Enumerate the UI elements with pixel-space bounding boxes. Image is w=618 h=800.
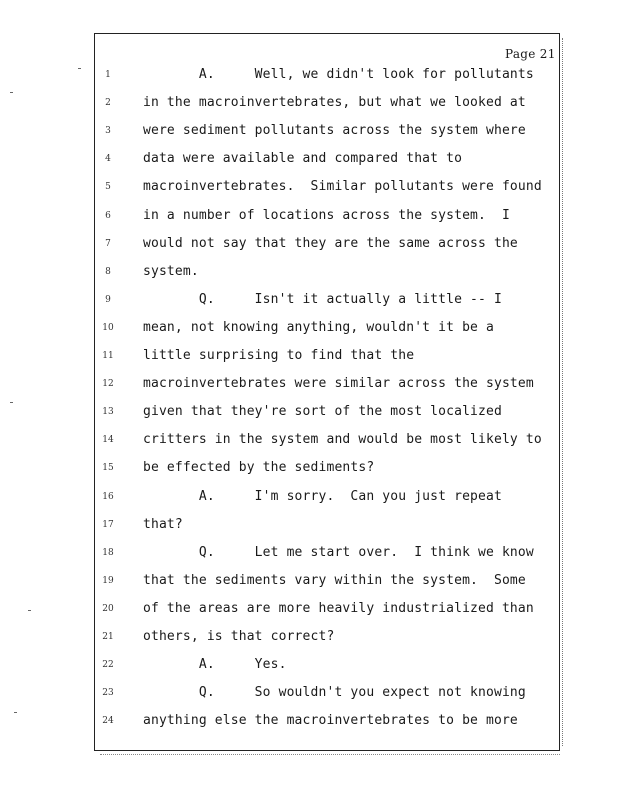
line-number: 18	[102, 548, 114, 558]
transcript-line: given that they're sort of the most localized	[143, 404, 502, 419]
scan-edge-divider	[100, 754, 560, 755]
transcript-line: would not say that they are the same across the	[143, 236, 518, 251]
line-number: 24	[102, 716, 114, 726]
scan-mark	[10, 92, 13, 93]
line-number: 8	[105, 267, 111, 277]
scan-mark	[10, 402, 13, 403]
line-number: 16	[102, 492, 114, 502]
transcript-line: macroinvertebrates were similar across the system	[143, 376, 534, 391]
line-number: 5	[105, 182, 111, 192]
transcript-line: mean, not knowing anything, wouldn't it be a	[143, 320, 494, 335]
line-number: 3	[105, 126, 111, 136]
line-number: 19	[102, 576, 114, 586]
transcript-line: of the areas are more heavily industrialized than	[143, 601, 534, 616]
line-number: 20	[102, 604, 114, 614]
line-number: 11	[102, 351, 114, 361]
transcript-line: in a number of locations across the system. I	[143, 208, 510, 223]
transcript-line: in the macroinvertebrates, but what we looked at	[143, 95, 526, 110]
transcript-line: be effected by the sediments?	[143, 460, 375, 475]
transcript-line: system.	[143, 264, 199, 279]
transcript-line: macroinvertebrates. Similar pollutants were found	[143, 179, 542, 194]
line-number: 23	[102, 688, 114, 698]
transcript-line: A. I'm sorry. Can you just repeat	[143, 489, 502, 504]
transcript-line: A. Yes.	[143, 657, 287, 672]
transcript-line: others, is that correct?	[143, 629, 335, 644]
transcript-line: that?	[143, 517, 183, 532]
line-number: 9	[105, 295, 111, 305]
transcript-line: critters in the system and would be most likely to	[143, 432, 542, 447]
transcript-line: A. Well, we didn't look for pollutants	[143, 67, 534, 82]
scan-mark	[78, 68, 81, 69]
transcript-line: Q. Let me start over. I think we know	[143, 545, 534, 560]
line-number: 10	[102, 323, 114, 333]
line-number: 13	[102, 407, 114, 417]
transcript-line: that the sediments vary within the system. Some	[143, 573, 526, 588]
transcript-line: were sediment pollutants across the system where	[143, 123, 526, 138]
line-number: 15	[102, 463, 114, 473]
transcript-line: Q. Isn't it actually a little -- I	[143, 292, 502, 307]
transcript-line: little surprising to find that the	[143, 348, 415, 363]
line-number: 22	[102, 660, 114, 670]
line-number: 14	[102, 435, 114, 445]
line-number: 17	[102, 520, 114, 530]
line-number: 12	[102, 379, 114, 389]
line-number: 2	[105, 98, 111, 108]
line-number: 4	[105, 154, 111, 164]
line-number: 1	[105, 70, 111, 80]
transcript-line: anything else the macroinvertebrates to be more	[143, 713, 518, 728]
line-number: 21	[102, 632, 114, 642]
scan-mark	[28, 610, 31, 611]
transcript-line: data were available and compared that to	[143, 151, 463, 166]
transcript-line: Q. So wouldn't you expect not knowing	[143, 685, 526, 700]
line-number: 6	[105, 211, 111, 221]
scan-mark	[14, 712, 17, 713]
page-number: Page 21	[505, 47, 556, 61]
line-number: 7	[105, 239, 111, 249]
